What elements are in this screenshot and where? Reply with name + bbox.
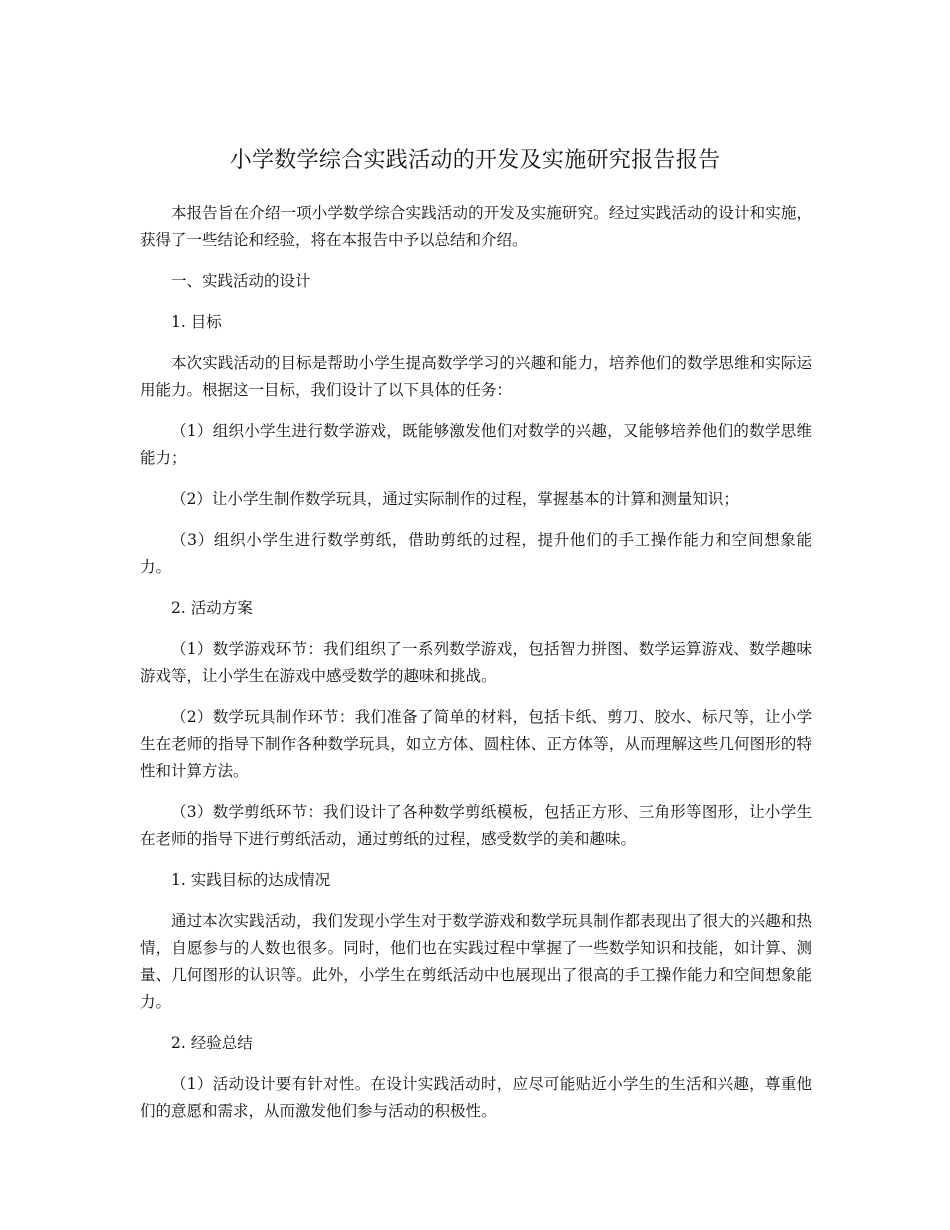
summary-item-1: （1）活动设计要有针对性。在设计实践活动时，应尽可能贴近小学生的生活和兴趣，尊重他们的意愿和需求，从而激发他们参与活动的积极性。 [140, 1075, 812, 1120]
goal-paragraph: 本次实践活动的目标是帮助小学生提高数学学习的兴趣和能力，培养他们的数学思维和实际运用能力。根据这一目标，我们设计了以下具体的任务： [140, 354, 812, 399]
task-item-2: （2）让小学生制作数学玩具，通过实际制作的过程，掌握基本的计算和测量知识； [171, 490, 739, 508]
section-heading-design: 一、实践活动的设计 [171, 272, 311, 290]
subheading-goal: 1. 目标 [171, 313, 222, 331]
achievement-paragraph: 通过本次实践活动，我们发现小学生对于数学游戏和数学玩具制作都表现出了很大的兴趣和热情，自愿参与的人数也很多。同时，他们也在实践过程中掌握了一些数学知识和技能，如计算、测量、几何图形的认识等。此外，小学生在剪纸活动中也展现出了很高的手工操作能力和空间想象能力。 [140, 912, 812, 1011]
subheading-summary: 2. 经验总结 [171, 1034, 253, 1052]
task-item-1: （1）组织小学生进行数学游戏，既能够激发他们对数学的兴趣，又能够培养他们的数学思维能力； [140, 422, 812, 467]
document-body [140, 200, 812, 1139]
intro-paragraph: 本报告旨在介绍一项小学数学综合实践活动的开发及实施研究。经过实践活动的设计和实施，获得了一些结论和经验，将在本报告中予以总结和介绍。 [140, 204, 812, 249]
plan-item-3: （3）数学剪纸环节：我们设计了各种数学剪纸模板，包括正方形、三角形等图形，让小学生在老师的指导下进行剪纸活动，通过剪纸的过程，感受数学的美和趣味。 [140, 803, 812, 848]
plan-item-2: （2）数学玩具制作环节：我们准备了简单的材料，包括卡纸、剪刀、胶水、标尺等，让小学生在老师的指导下制作各种数学玩具，如立方体、圆柱体、正方体等，从而理解这些几何图形的特性和计算方法。 [140, 708, 812, 780]
subheading-plan: 2. 活动方案 [171, 599, 253, 617]
document-title: 小学数学综合实践活动的开发及实施研究报告报告 [229, 148, 721, 173]
plan-item-1: （1）数学游戏环节：我们组织了一系列数学游戏，包括智力拼图、数学运算游戏、数学趣味游戏等，让小学生在游戏中感受数学的趣味和挑战。 [140, 640, 812, 685]
subheading-achievement: 1. 实践目标的达成情况 [171, 871, 331, 889]
task-item-3: （3）组织小学生进行数学剪纸，借助剪纸的过程，提升他们的手工操作能力和空间想象能力。 [140, 531, 812, 576]
